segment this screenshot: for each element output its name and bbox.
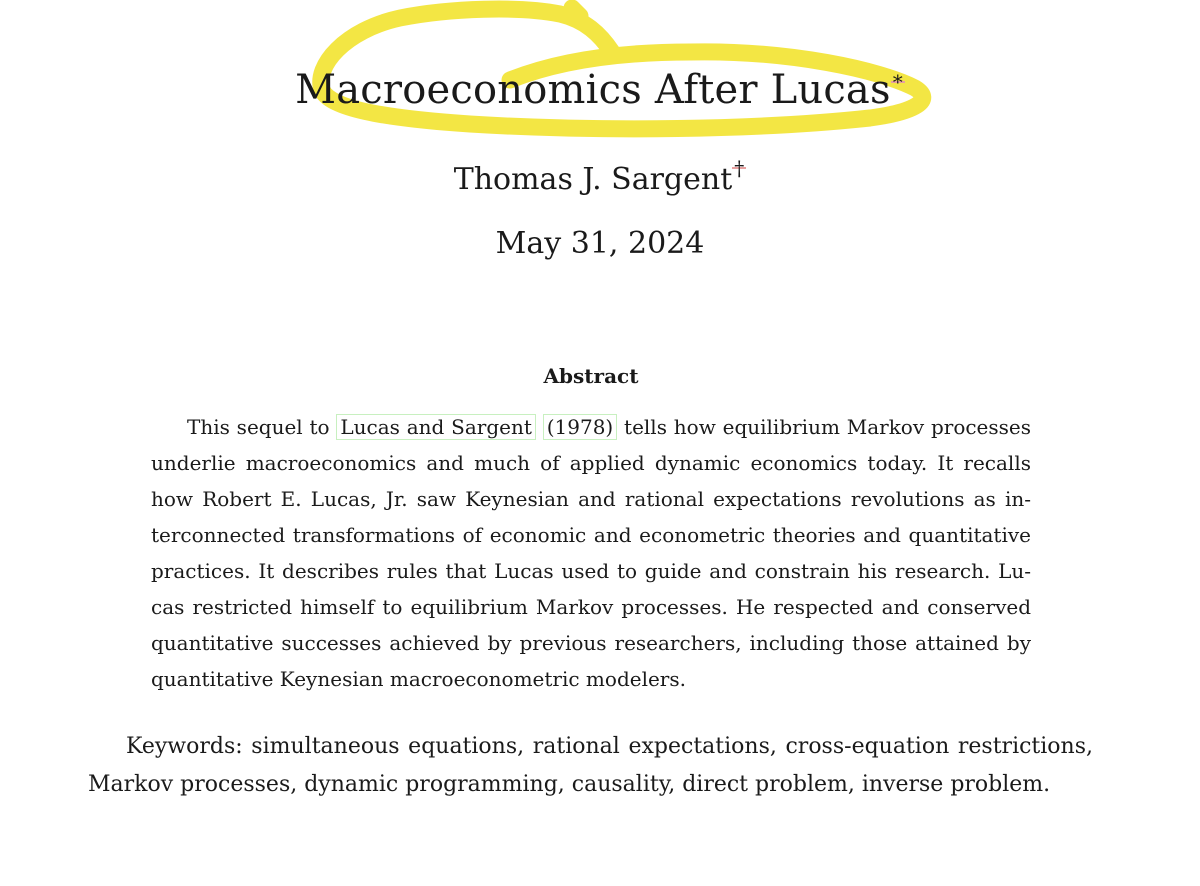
title-footnote-link[interactable]: * xyxy=(892,70,903,94)
abstract-line: practices. It describes rules that Lucas used to guide and constrain his research. Lu- xyxy=(151,559,1031,583)
abstract-line: quantitative successes achieved by previous researchers, including those attained by xyxy=(151,631,1031,655)
title-text: Macroeconomics After Lucas xyxy=(295,67,891,113)
abstract-line: how Robert E. Lucas, Jr. saw Keynesian and rational expectations revolutions as in- xyxy=(151,487,1031,511)
paper-date: May 31, 2024 xyxy=(495,226,705,261)
keywords-line: Markov processes, dynamic programming, causality, direct problem, inverse problem. xyxy=(88,772,1051,797)
author-footnote-link[interactable]: † xyxy=(734,156,745,180)
citation-link-lucas-sargent[interactable]: Lucas and Sargent xyxy=(336,414,536,440)
abstract-heading: Abstract xyxy=(543,364,639,388)
keywords-line: Keywords: simultaneous equations, rational expectations, cross-equation restrictions, xyxy=(126,734,1093,759)
paper-author xyxy=(0,156,1200,200)
abstract-line xyxy=(151,409,1031,445)
paper-title xyxy=(0,64,1200,116)
abstract-body xyxy=(151,409,1031,697)
abstract-line: underlie macroeconomics and much of applied dynamic economics today. It recalls xyxy=(151,451,1031,475)
citation-link-year[interactable]: (1978) xyxy=(543,414,618,440)
abstract-text: This sequel to xyxy=(187,415,337,439)
abstract-line: quantitative Keynesian macroeconometric modelers. xyxy=(151,667,686,691)
abstract-line: terconnected transformations of economic and econometric theories and quantitative xyxy=(151,523,1031,547)
author-name: Thomas J. Sargent xyxy=(453,162,733,197)
abstract-text: tells how equilibrium Markov processes xyxy=(617,415,1032,439)
abstract-line: cas restricted himself to equilibrium Markov processes. He respected and conserved xyxy=(151,595,1031,619)
keywords-paragraph xyxy=(88,728,1093,804)
